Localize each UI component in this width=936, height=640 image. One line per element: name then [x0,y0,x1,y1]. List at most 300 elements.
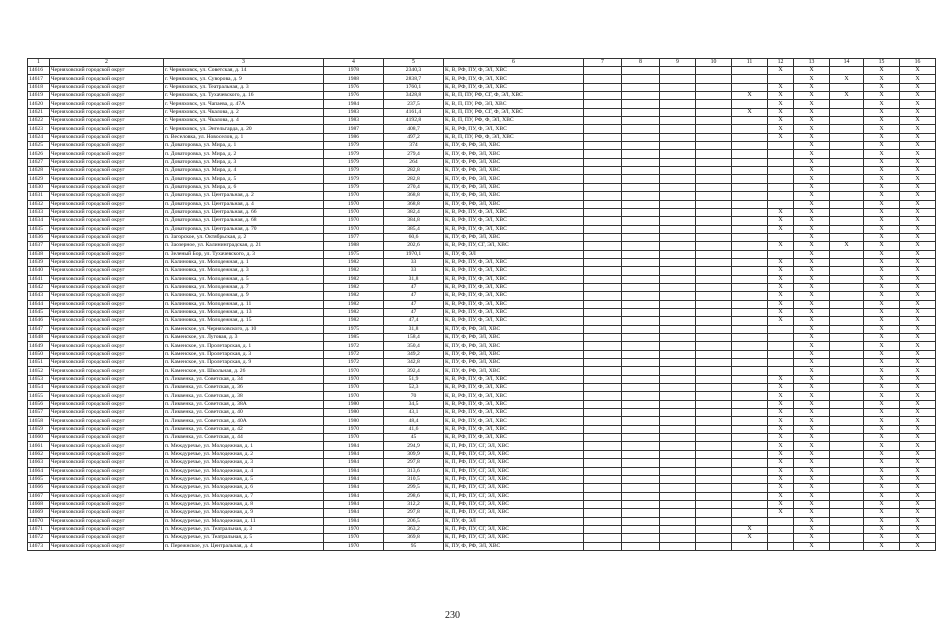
col-16-cell: Х [900,359,936,367]
col-13-cell: Х [794,100,830,108]
col-9-cell [660,208,696,216]
col-13-cell: Х [794,275,830,283]
table-row [28,467,936,475]
year-built-cell: 1979 [324,175,384,183]
area-cell: 31,8 [384,325,444,333]
col-12-cell [768,167,794,175]
col-12-cell: Х [768,425,794,433]
col-15-cell: Х [864,150,900,158]
col-12-cell [768,175,794,183]
col-13-cell: Х [794,375,830,383]
col-10-cell [696,283,732,291]
col-13-cell: Х [794,442,830,450]
col-14-cell [830,450,864,458]
table-row [28,133,936,141]
structure-elements-cell: К, В, П, ПУ, РФ, ЭЛ, ХВС [444,100,584,108]
col-12-cell: Х [768,125,794,133]
address-cell: п. Веселовка, ул. Новоселов, д. 1 [164,133,324,141]
structure-elements-cell: К, ПУ, Ф, РФ, ЭЛ, ХВС [444,233,584,241]
col-7-cell [584,258,622,266]
year-built-cell: 1970 [324,384,384,392]
col-12-cell: Х [768,133,794,141]
col-14-cell: Х [830,75,864,83]
record-id-cell: 14626 [28,150,50,158]
col-10-cell [696,225,732,233]
municipality-cell: Черняховский городской округ [50,417,164,425]
col-7-cell [584,475,622,483]
register-table [27,58,936,551]
col-9-cell [660,359,696,367]
municipality-cell: Черняховский городской округ [50,542,164,550]
col-11-cell [732,467,768,475]
col-15-cell: Х [864,392,900,400]
col-14-cell [830,517,864,525]
col-9-cell [660,350,696,358]
col-7-cell [584,292,622,300]
col-11-cell [732,359,768,367]
col-11-cell [732,275,768,283]
table-row [28,225,936,233]
municipality-cell: Черняховский городской округ [50,400,164,408]
municipality-cell: Черняховский городской округ [50,67,164,75]
col-16-cell: Х [900,542,936,550]
col-13-cell: Х [794,167,830,175]
col-11-cell: Х [732,92,768,100]
col-9-cell [660,133,696,141]
col-12-cell [768,200,794,208]
col-10-cell [696,384,732,392]
structure-elements-cell: К, В, РФ, ПУ, Ф, ЭЛ, ХВС [444,267,584,275]
structure-elements-cell: К, В, РФ, ПУ, Ф, ЭЛ, ХВС [444,300,584,308]
col-10-cell [696,75,732,83]
record-id-cell: 14655 [28,392,50,400]
address-cell: п. Ликвенка, ул. Советская, д. 40А [164,417,324,425]
col-14-cell [830,275,864,283]
col-16-cell: Х [900,450,936,458]
table-row [28,300,936,308]
col-16-cell: Х [900,384,936,392]
col-8-cell [622,75,660,83]
structure-elements-cell: К, В, РФ, ПУ, Ф, ЭЛ, ХВС [444,409,584,417]
col-9-cell [660,367,696,375]
structure-elements-cell: К, ПУ, Ф, ЭЛ [444,517,584,525]
col-11-cell: Х [732,534,768,542]
col-8-cell [622,67,660,75]
col-10-cell [696,525,732,533]
year-built-cell: 1987 [324,125,384,133]
record-id-cell: 14673 [28,542,50,550]
area-cell: 3428,8 [384,92,444,100]
col-10-cell [696,542,732,550]
col-9-cell [660,292,696,300]
record-id-cell: 14667 [28,492,50,500]
col-10-cell [696,334,732,342]
col-14-cell [830,434,864,442]
header-cell: 15 [864,59,900,67]
year-built-cell: 1982 [324,258,384,266]
year-built-cell: 1984 [324,450,384,458]
col-10-cell [696,100,732,108]
col-15-cell: Х [864,75,900,83]
col-13-cell: Х [794,350,830,358]
col-14-cell [830,108,864,116]
area-cell: 47 [384,283,444,291]
area-cell: 4161,4 [384,108,444,116]
record-id-cell: 14623 [28,125,50,133]
municipality-cell: Черняховский городской округ [50,334,164,342]
col-14-cell [830,233,864,241]
col-7-cell [584,317,622,325]
address-cell: п. Ликвенка, ул. Советская, д. 36 [164,384,324,392]
table-row [28,434,936,442]
record-id-cell: 14668 [28,500,50,508]
col-9-cell [660,384,696,392]
address-cell: п. Зеленый Бор, ул. Тухачевского, д. 3 [164,250,324,258]
record-id-cell: 14662 [28,450,50,458]
municipality-cell: Черняховский городской округ [50,175,164,183]
col-13-cell: Х [794,67,830,75]
col-12-cell: Х [768,92,794,100]
record-id-cell: 14669 [28,509,50,517]
municipality-cell: Черняховский городской округ [50,225,164,233]
table-row [28,459,936,467]
area-cell: 41,6 [384,425,444,433]
record-id-cell: 14640 [28,267,50,275]
area-cell: 47,4 [384,317,444,325]
structure-elements-cell: К, П, РФ, ПУ, СГ, ЭЛ, ХВС [444,509,584,517]
record-id-cell: 14654 [28,384,50,392]
col-8-cell [622,500,660,508]
year-built-cell: 1982 [324,292,384,300]
year-built-cell: 1984 [324,492,384,500]
col-8-cell [622,317,660,325]
col-14-cell [830,292,864,300]
col-15-cell: Х [864,342,900,350]
area-cell: 279,4 [384,150,444,158]
col-10-cell [696,267,732,275]
col-10-cell [696,117,732,125]
col-11-cell [732,200,768,208]
table-row [28,250,936,258]
structure-elements-cell: К, В, РФ, ПУ, СГ, ЭЛ, ХВС [444,242,584,250]
col-12-cell [768,325,794,333]
municipality-cell: Черняховский городской округ [50,233,164,241]
year-built-cell: 1976 [324,83,384,91]
col-9-cell [660,100,696,108]
col-7-cell [584,450,622,458]
col-15-cell: Х [864,208,900,216]
col-10-cell [696,417,732,425]
col-14-cell [830,208,864,216]
col-15-cell: Х [864,117,900,125]
municipality-cell: Черняховский городской округ [50,258,164,266]
col-13-cell: Х [794,283,830,291]
structure-elements-cell: К, ПУ, Ф, РФ, ЭЛ, ХВС [444,200,584,208]
col-12-cell: Х [768,117,794,125]
municipality-cell: Черняховский городской округ [50,342,164,350]
municipality-cell: Черняховский городской округ [50,300,164,308]
col-10-cell [696,67,732,75]
record-id-cell: 14659 [28,425,50,433]
municipality-cell: Черняховский городской округ [50,142,164,150]
table-row [28,192,936,200]
col-10-cell [696,534,732,542]
col-9-cell [660,475,696,483]
col-14-cell [830,117,864,125]
municipality-cell: Черняховский городской округ [50,183,164,191]
col-7-cell [584,517,622,525]
municipality-cell: Черняховский городской округ [50,325,164,333]
col-14-cell [830,500,864,508]
col-10-cell [696,475,732,483]
col-14-cell [830,158,864,166]
address-cell: п. Доватоpовка, ул. Мира, д. 4 [164,167,324,175]
municipality-cell: Черняховский городской округ [50,384,164,392]
municipality-cell: Черняховский городской округ [50,200,164,208]
col-7-cell [584,509,622,517]
area-cell: 349,2 [384,350,444,358]
municipality-cell: Черняховский городской округ [50,108,164,116]
area-cell: 282,8 [384,167,444,175]
col-8-cell [622,434,660,442]
col-12-cell: Х [768,308,794,316]
col-15-cell: Х [864,233,900,241]
col-8-cell [622,100,660,108]
col-12-cell: Х [768,83,794,91]
area-cell: 264 [384,158,444,166]
col-13-cell: Х [794,142,830,150]
col-11-cell [732,150,768,158]
year-built-cell: 1984 [324,475,384,483]
table-row [28,384,936,392]
col-10-cell [696,484,732,492]
col-9-cell [660,267,696,275]
col-9-cell [660,142,696,150]
col-7-cell [584,267,622,275]
col-12-cell: Х [768,300,794,308]
col-15-cell: Х [864,492,900,500]
record-id-cell: 14658 [28,417,50,425]
col-16-cell: Х [900,142,936,150]
col-15-cell: Х [864,250,900,258]
col-12-cell [768,250,794,258]
col-8-cell [622,409,660,417]
col-10-cell [696,509,732,517]
year-built-cell: 1984 [324,467,384,475]
area-cell: 2340,3 [384,67,444,75]
structure-elements-cell: К, ПУ, Ф, РФ, ЭЛ, ХВС [444,367,584,375]
col-16-cell: Х [900,267,936,275]
address-cell: п. Междуречье, ул. Молодежная, д. 11 [164,517,324,525]
col-9-cell [660,158,696,166]
table-row [28,92,936,100]
address-cell: п. Доватоpовка, ул. Центральная, д. 68 [164,217,324,225]
col-9-cell [660,67,696,75]
municipality-cell: Черняховский городской округ [50,459,164,467]
structure-elements-cell: К, ПУ, Ф, РФ, ЭЛ, ХВС [444,167,584,175]
col-15-cell: Х [864,142,900,150]
col-11-cell [732,475,768,483]
col-11-cell [732,83,768,91]
col-12-cell: Х [768,292,794,300]
col-9-cell [660,308,696,316]
record-id-cell: 14633 [28,208,50,216]
col-8-cell [622,308,660,316]
area-cell: 48,4 [384,417,444,425]
col-9-cell [660,108,696,116]
table-row [28,375,936,383]
col-12-cell: Х [768,108,794,116]
col-12-cell: Х [768,434,794,442]
address-cell: п. Междуречье, ул. Театральная, д. 3 [164,525,324,533]
col-13-cell: Х [794,217,830,225]
header-cell: 16 [900,59,936,67]
col-15-cell: Х [864,125,900,133]
table-row [28,200,936,208]
municipality-cell: Черняховский городской округ [50,267,164,275]
col-15-cell: Х [864,308,900,316]
col-10-cell [696,233,732,241]
col-8-cell [622,108,660,116]
col-9-cell [660,225,696,233]
col-9-cell [660,283,696,291]
col-13-cell: Х [794,450,830,458]
col-14-cell [830,392,864,400]
col-16-cell: Х [900,292,936,300]
year-built-cell: 1984 [324,517,384,525]
col-14-cell [830,350,864,358]
municipality-cell: Черняховский городской округ [50,117,164,125]
col-8-cell [622,350,660,358]
municipality-cell: Черняховский городской округ [50,250,164,258]
col-13-cell: Х [794,325,830,333]
col-14-cell [830,367,864,375]
col-9-cell [660,450,696,458]
year-built-cell: 1982 [324,317,384,325]
address-cell: г. Черняховск, ул. Чапаева, д. 47А [164,100,324,108]
municipality-cell: Черняховский городской округ [50,133,164,141]
col-7-cell [584,500,622,508]
area-cell: 237,5 [384,100,444,108]
col-16-cell: Х [900,334,936,342]
col-11-cell [732,192,768,200]
year-built-cell: 1983 [324,108,384,116]
record-id-cell: 14635 [28,225,50,233]
col-13-cell: Х [794,75,830,83]
col-11-cell [732,434,768,442]
col-7-cell [584,217,622,225]
col-11-cell [732,484,768,492]
col-8-cell [622,225,660,233]
col-11-cell: Х [732,525,768,533]
col-8-cell [622,450,660,458]
col-9-cell [660,492,696,500]
col-15-cell: Х [864,300,900,308]
col-15-cell: Х [864,92,900,100]
municipality-cell: Черняховский городской округ [50,434,164,442]
col-10-cell [696,250,732,258]
municipality-cell: Черняховский городской округ [50,509,164,517]
address-cell: п. Доватоpовка, ул. Мира, д. 6 [164,183,324,191]
address-cell: п. Междуречье, ул. Театральная, д. 5 [164,534,324,542]
address-cell: п. Пережнское, ул. Центральная, д. 4 [164,542,324,550]
col-15-cell: Х [864,525,900,533]
area-cell: 313,6 [384,467,444,475]
col-8-cell [622,517,660,525]
year-built-cell: 1979 [324,183,384,191]
col-7-cell [584,542,622,550]
municipality-cell: Черняховский городской округ [50,367,164,375]
record-id-cell: 14652 [28,367,50,375]
col-10-cell [696,275,732,283]
col-9-cell [660,75,696,83]
col-11-cell [732,334,768,342]
col-12-cell: Х [768,317,794,325]
col-13-cell: Х [794,117,830,125]
col-7-cell [584,409,622,417]
address-cell: п. Загорское, ул. Октябрьская, д. 2 [164,233,324,241]
structure-elements-cell: К, ПУ, Ф, РФ, ЭЛ, ХВС [444,342,584,350]
structure-elements-cell: К, В, П, ПУ, РФ, СГ, Ф, ЭЛ, ХВС [444,108,584,116]
record-id-cell: 14642 [28,283,50,291]
col-10-cell [696,183,732,191]
col-14-cell [830,150,864,158]
col-10-cell [696,450,732,458]
col-9-cell [660,92,696,100]
structure-elements-cell: К, П, РФ, ПУ, СГ, ЭЛ, ХВС [444,500,584,508]
col-16-cell: Х [900,150,936,158]
col-12-cell: Х [768,275,794,283]
col-12-cell [768,150,794,158]
col-8-cell [622,525,660,533]
col-15-cell: Х [864,475,900,483]
structure-elements-cell: К, В, РФ, ПУ, Ф, ЭЛ, ХВС [444,283,584,291]
year-built-cell: 1982 [324,300,384,308]
record-id-cell: 14671 [28,525,50,533]
col-9-cell [660,167,696,175]
col-13-cell: Х [794,258,830,266]
header-cell: 7 [584,59,622,67]
municipality-cell: Черняховский городской округ [50,450,164,458]
col-13-cell: Х [794,425,830,433]
table-row [28,500,936,508]
col-14-cell [830,409,864,417]
col-7-cell [584,334,622,342]
area-cell: 282,8 [384,175,444,183]
col-9-cell [660,250,696,258]
col-10-cell [696,167,732,175]
col-16-cell: Х [900,100,936,108]
col-12-cell: Х [768,492,794,500]
col-7-cell [584,459,622,467]
col-15-cell: Х [864,484,900,492]
address-cell: г. Черняховск, ул. Советская, д. 14 [164,67,324,75]
col-14-cell [830,484,864,492]
col-7-cell [584,359,622,367]
record-id-cell: 14670 [28,517,50,525]
col-9-cell [660,417,696,425]
col-16-cell: Х [900,484,936,492]
col-12-cell [768,192,794,200]
col-10-cell [696,258,732,266]
record-id-cell: 14630 [28,183,50,191]
address-cell: п. Ликвенка, ул. Советская, д. 40 [164,409,324,417]
structure-elements-cell: К, В, РФ, ПУ, Ф, ЭЛ, ХВС [444,208,584,216]
area-cell: 342,8 [384,359,444,367]
col-12-cell [768,359,794,367]
col-13-cell: Х [794,467,830,475]
col-9-cell [660,392,696,400]
